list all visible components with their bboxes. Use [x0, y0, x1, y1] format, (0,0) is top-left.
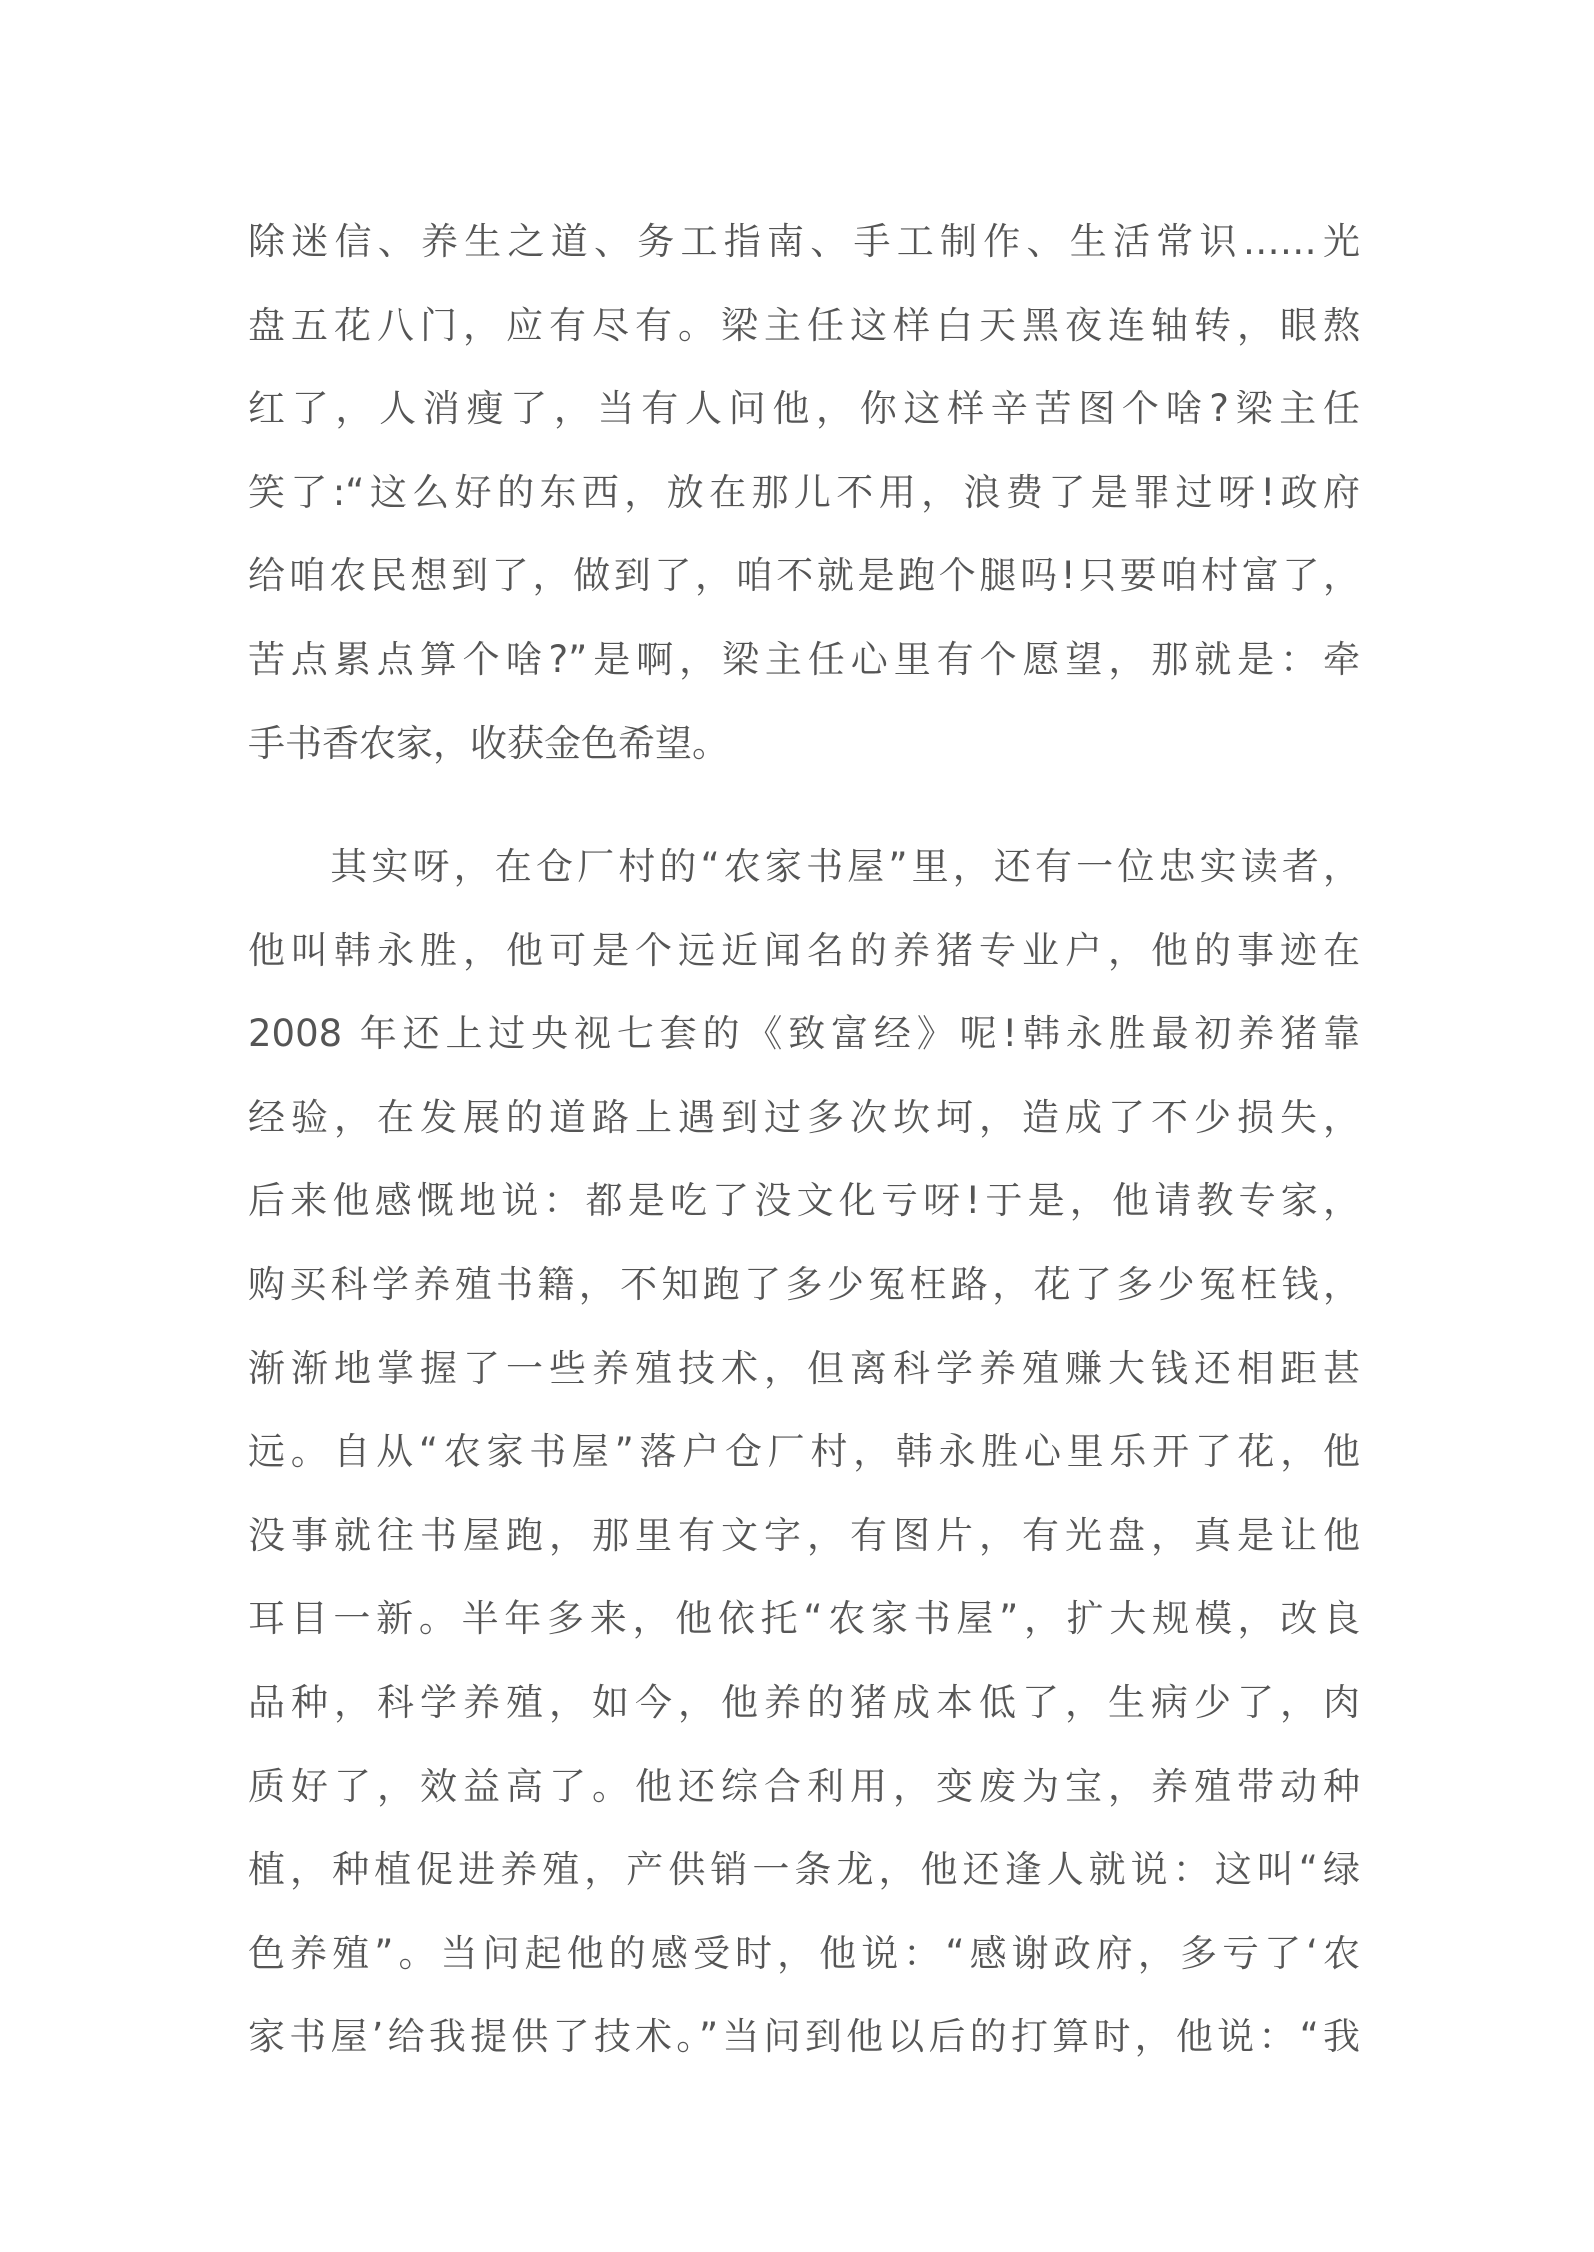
text-line: 没事就往书屋跑，那里有文字，有图片，有光盘，真是让他 [248, 1513, 1360, 1557]
text-line: 经验，在发展的道路上遇到过多次坎坷，造成了不少损失， [248, 1095, 1360, 1139]
text-line: 品种，科学养殖，如今，他养的猪成本低了，生病少了，肉 [248, 1680, 1360, 1724]
text-line: 植，种植促进养殖，产供销一条龙，他还逢人就说：这叫“绿 [248, 1848, 1360, 1892]
text-line: 笑了:“这么好的东西，放在那儿不用，浪费了是罪过呀!政府 [248, 470, 1360, 514]
text-line: 色养殖”。当问起他的感受时，他说：“感谢政府，多亏了‘农 [248, 1931, 1360, 1975]
text-line: 购买科学养殖书籍，不知跑了多少冤枉路，花了多少冤枉钱， [248, 1262, 1360, 1306]
paragraph-2 [248, 825, 1360, 2079]
text-line: 耳目一新。半年多来，他依托“农家书屋”，扩大规模，改良 [248, 1597, 1360, 1641]
text-line: 远。自从“农家书屋”落户仓厂村，韩永胜心里乐开了花，他 [248, 1430, 1360, 1474]
text-line: 后来他感慨地说：都是吃了没文化亏呀!于是，他请教专家， [248, 1179, 1360, 1223]
text-line: 2008 年还上过央视七套的《致富经》呢!韩永胜最初养猪靠 [248, 1012, 1360, 1056]
text-line: 渐渐地掌握了一些养殖技术，但离科学养殖赚大钱还相距甚 [248, 1346, 1360, 1390]
text-line: 手书香农家，收获金色希望。 [248, 721, 729, 765]
text-line: 红了，人消瘦了，当有人问他，你这样辛苦图个啥?梁主任 [248, 387, 1360, 431]
paragraph-1 [248, 200, 1360, 785]
text-line: 给咱农民想到了，做到了，咱不就是跑个腿吗!只要咱村富了， [248, 554, 1360, 598]
text-line: 苦点累点算个啥?”是啊，梁主任心里有个愿望，那就是：牵 [248, 637, 1360, 681]
text-line: 家书屋’给我提供了技术。”当问到他以后的打算时，他说：“我 [248, 2015, 1360, 2059]
text-line: 除迷信、养生之道、务工指南、手工制作、生活常识……光 [248, 220, 1360, 263]
text-line: 其实呀，在仓厂村的“农家书屋”里，还有一位忠实读者， [248, 845, 1360, 888]
text-line: 盘五花八门，应有尽有。梁主任这样白天黑夜连轴转，眼熬 [248, 303, 1360, 347]
text-line: 他叫韩永胜，他可是个远近闻名的养猪专业户，他的事迹在 [248, 928, 1360, 972]
text-line: 质好了，效益高了。他还综合利用，变废为宝，养殖带动种 [248, 1764, 1360, 1808]
